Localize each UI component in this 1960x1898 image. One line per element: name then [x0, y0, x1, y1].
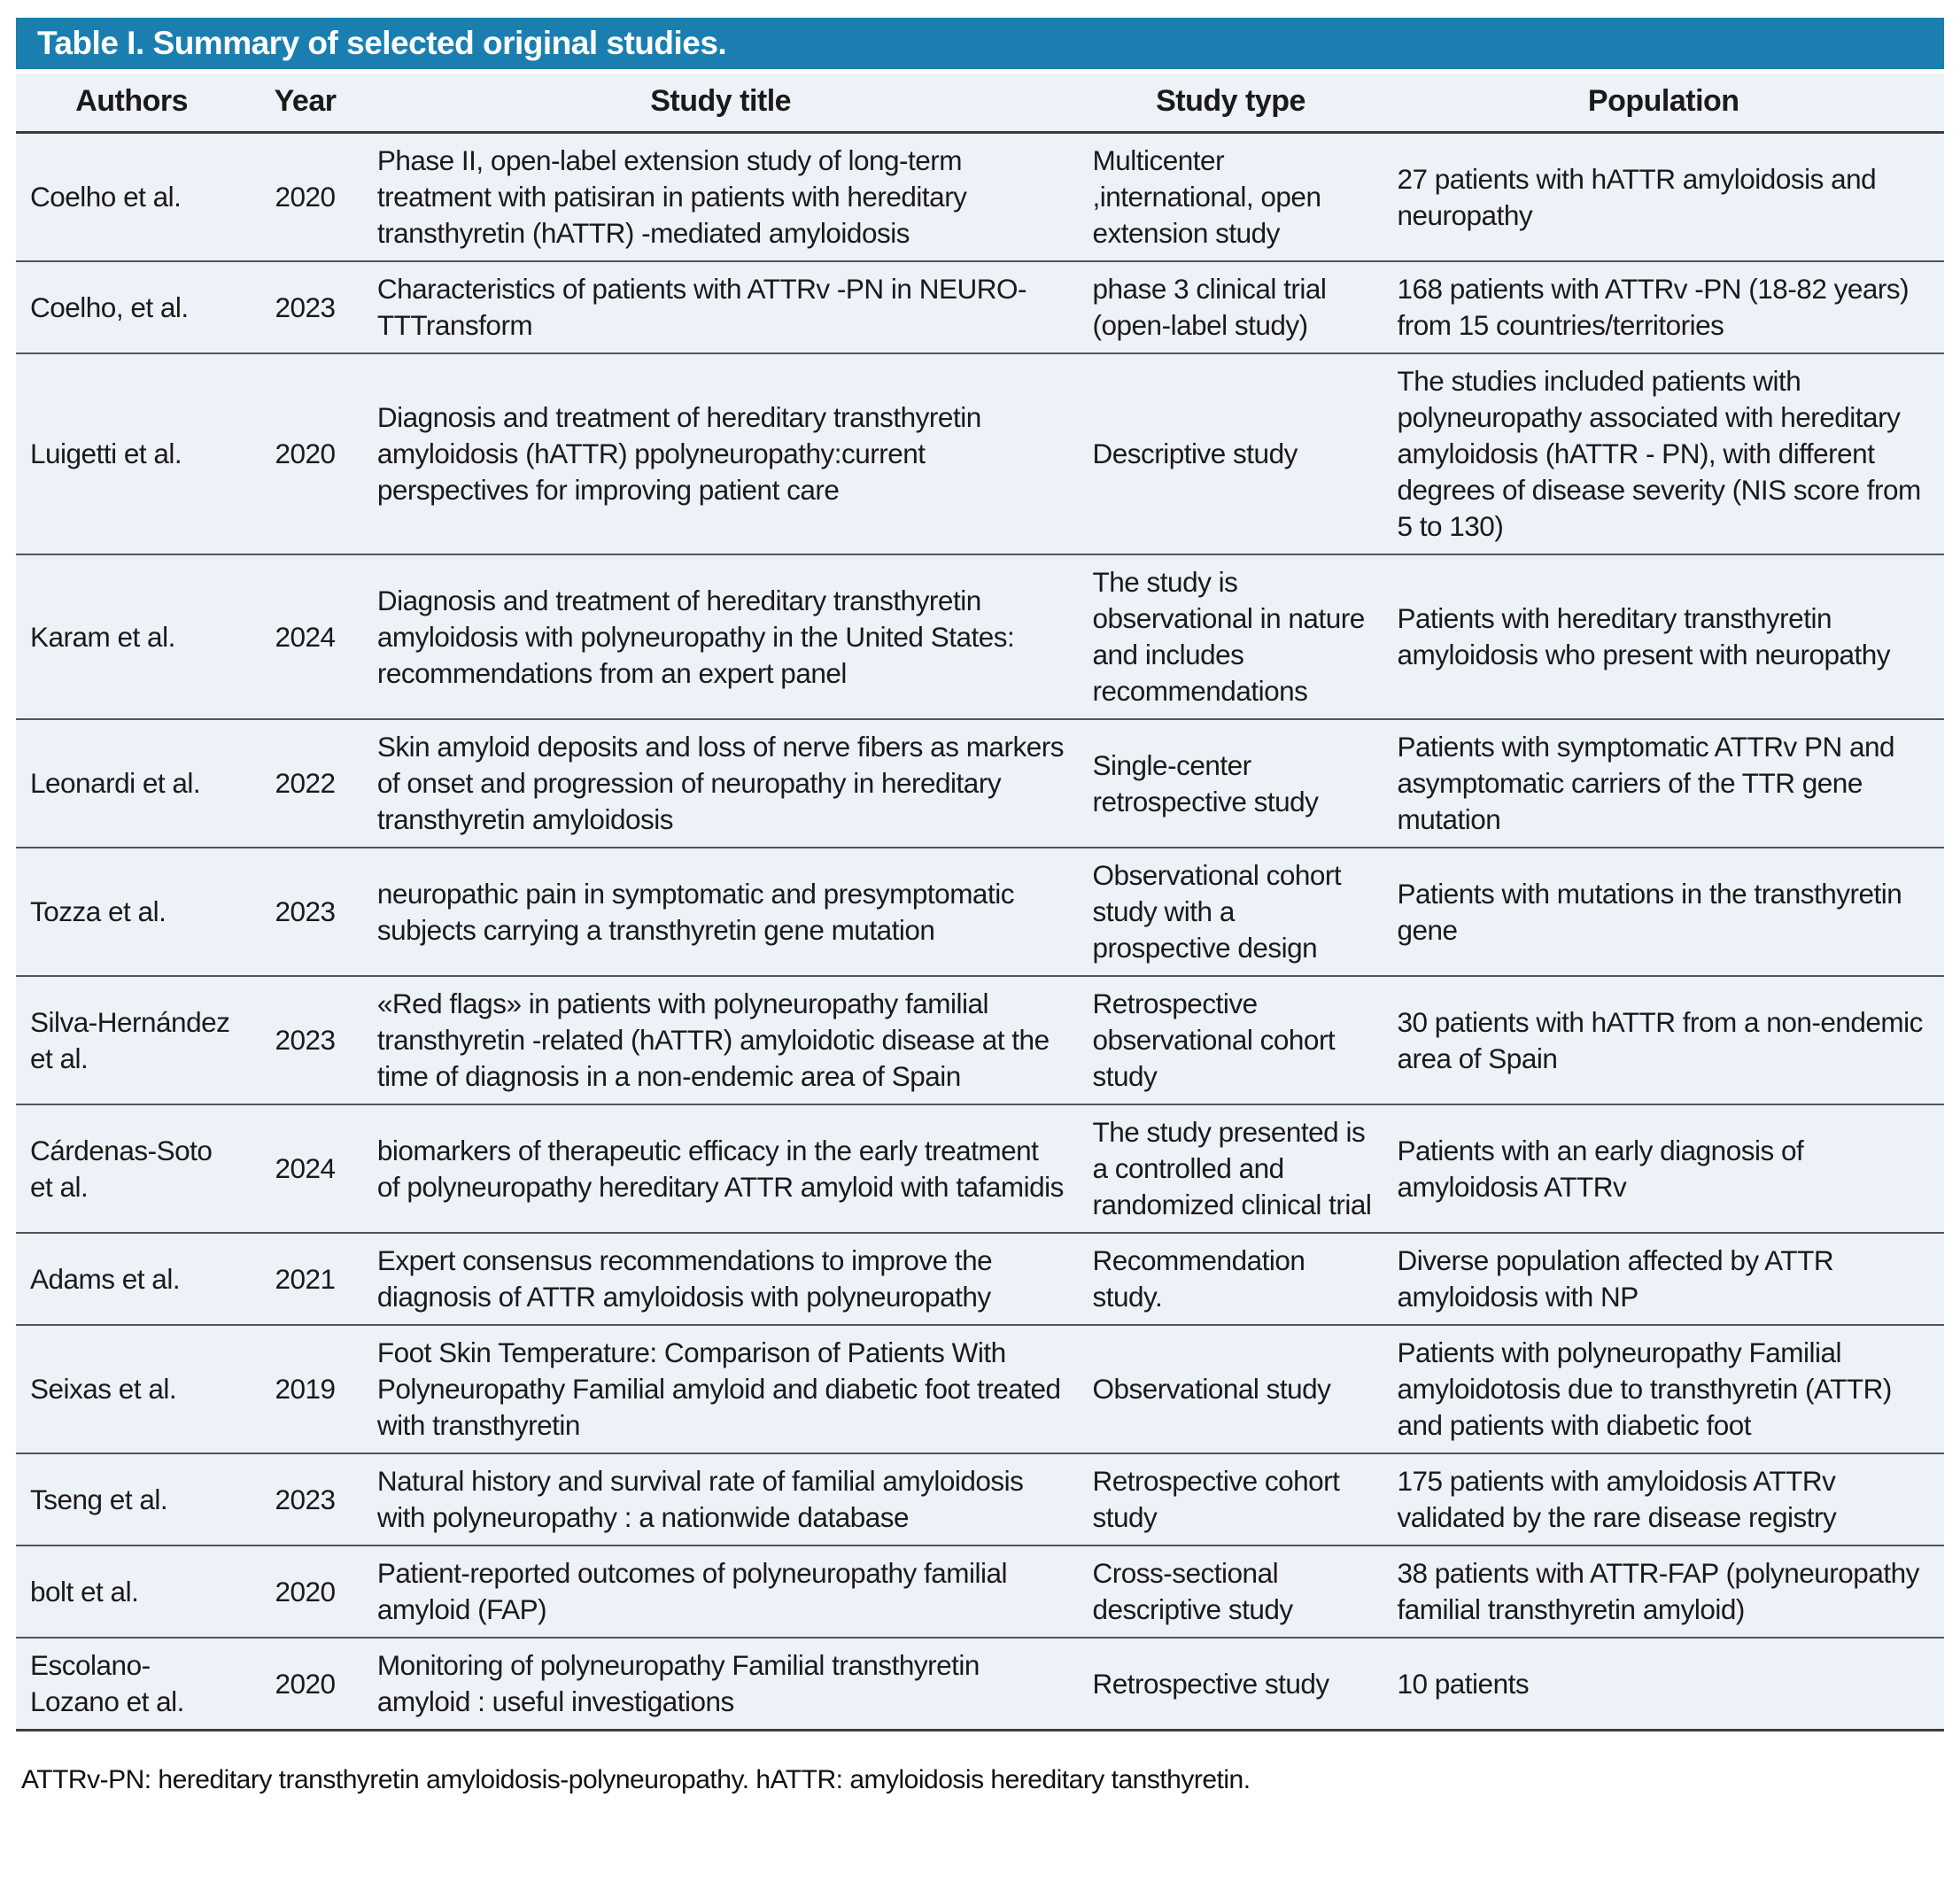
table-row	[16, 1546, 1944, 1638]
study-type-cell: Retrospective cohort study	[1079, 1453, 1383, 1546]
table-row	[16, 848, 1944, 976]
year-cell: 2023	[247, 1453, 363, 1546]
population-cell: Patients with mutations in the transthyretin gene	[1383, 848, 1944, 976]
table-title: Table I. Summary of selected original studies.	[37, 25, 727, 61]
year-cell: 2020	[247, 1546, 363, 1638]
population-cell: Diverse population affected by ATTR amyloidosis with NP	[1383, 1233, 1944, 1325]
table-row	[16, 554, 1944, 719]
year-cell: 2020	[247, 353, 363, 554]
author-cell: Seixas et al.	[16, 1325, 247, 1453]
table-title-bar	[16, 18, 1944, 69]
study-type-cell: Multicenter ,international, open extension study	[1079, 133, 1383, 262]
header-row	[16, 74, 1944, 133]
year-cell: 2020	[275, 1667, 336, 1700]
year-cell: 2023	[247, 848, 363, 976]
study-title-cell: biomarkers of therapeutic efficacy in the early treatment of polyneuropathy hereditary ATTR amyloid with tafamidis	[363, 1104, 1079, 1233]
author-cell: Escolano-Lozano et al.	[30, 1649, 184, 1717]
table-row	[16, 976, 1944, 1104]
author-cell: Tozza et al.	[16, 848, 247, 976]
column-header-population: Population	[1383, 74, 1944, 133]
author-cell: Coelho et al.	[16, 133, 247, 262]
author-cell: Tseng et al.	[16, 1453, 247, 1546]
year-cell: 2019	[247, 1325, 363, 1453]
table-row	[16, 1104, 1944, 1233]
study-type-cell: Retrospective observational cohort study	[1079, 976, 1383, 1104]
study-type-cell: Recommendation study.	[1079, 1233, 1383, 1325]
population-cell: 175 patients with amyloidosis ATTRv validated by the rare disease registry	[1383, 1453, 1944, 1546]
column-header-year: Year	[247, 74, 363, 133]
table-row	[16, 133, 1944, 262]
author-cell: Coelho, et al.	[16, 261, 247, 353]
author-cell: bolt et al.	[16, 1546, 247, 1638]
population-cell: 10 patients	[1397, 1667, 1530, 1700]
study-title-cell: Skin amyloid deposits and loss of nerve fibers as markers of onset and progression of neuropathy in hereditary transthyretin amyloidosis	[363, 719, 1079, 848]
table-row	[16, 261, 1944, 353]
table-row	[16, 1453, 1944, 1546]
population-cell: Patients with polyneuropathy Familial amyloidotosis due to transthyretin (ATTR) and patients with diabetic foot	[1383, 1325, 1944, 1453]
table-row	[16, 1325, 1944, 1453]
table-row	[16, 1638, 1944, 1731]
table-footnote: ATTRv-PN: hereditary transthyretin amyloidosis-polyneuropathy. hATTR: amyloidosis hereditary tansthyretin.	[21, 1765, 1251, 1794]
study-type-cell: Single-center retrospective study	[1079, 719, 1383, 848]
author-cell: Luigetti et al.	[16, 353, 247, 554]
population-cell: 30 patients with hATTR from a non-endemic area of Spain	[1383, 976, 1944, 1104]
study-type-cell: The study is observational in nature and includes recommendations	[1079, 554, 1383, 719]
population-cell: The studies included patients with polyneuropathy associated with hereditary amyloidosis (hATTR - PN), with different degrees of disease severity (NIS score from 5 to 130)	[1383, 353, 1944, 554]
population-cell: Patients with hereditary transthyretin amyloidosis who present with neuropathy	[1383, 554, 1944, 719]
population-cell: Patients with symptomatic ATTRv PN and asymptomatic carriers of the TTR gene mutation	[1383, 719, 1944, 848]
author-cell: Karam et al.	[16, 554, 247, 719]
study-type-cell: Cross-sectional descriptive study	[1079, 1546, 1383, 1638]
year-cell: 2023	[247, 261, 363, 353]
author-cell: Adams et al.	[16, 1233, 247, 1325]
table-row	[16, 719, 1944, 848]
study-title-cell: «Red flags» in patients with polyneuropathy familial transthyretin -related (hATTR) amyloidotic disease at the time of diagnosis in a non-endemic area of Spain	[363, 976, 1079, 1104]
year-cell: 2022	[247, 719, 363, 848]
author-cell: Silva-Hernández et al.	[16, 976, 247, 1104]
population-cell: 38 patients with ATTR-FAP (polyneuropathy familial transthyretin amyloid)	[1383, 1546, 1944, 1638]
population-cell: 27 patients with hATTR amyloidosis and neuropathy	[1383, 133, 1944, 262]
study-title-cell: Diagnosis and treatment of hereditary transthyretin amyloidosis (hATTR) ppolyneuropathy:current perspectives for improving patient care	[363, 353, 1079, 554]
year-cell: 2023	[247, 976, 363, 1104]
study-title-cell: Diagnosis and treatment of hereditary transthyretin amyloidosis with polyneuropathy in the United States: recommendations from an expert panel	[363, 554, 1079, 719]
column-header-authors: Authors	[16, 74, 247, 133]
population-cell: 168 patients with ATTRv -PN (18-82 years) from 15 countries/territories	[1383, 261, 1944, 353]
study-title-cell: Natural history and survival rate of familial amyloidosis with polyneuropathy : a nationwide database	[363, 1453, 1079, 1546]
study-title-cell: Expert consensus recommendations to improve the diagnosis of ATTR amyloidosis with polyneuropathy	[363, 1233, 1079, 1325]
study-type-cell: phase 3 clinical trial (open-label study)	[1079, 261, 1383, 353]
study-title-cell: Monitoring of polyneuropathy Familial transthyretin amyloid : useful investigations	[376, 1649, 980, 1717]
study-type-cell: Observational cohort study with a prospective design	[1079, 848, 1383, 976]
column-header-study-title: Study title	[363, 74, 1079, 133]
study-title-cell: Foot Skin Temperature: Comparison of Patients With Polyneuropathy Familial amyloid and diabetic foot treated with transthyretin	[363, 1325, 1079, 1453]
study-title-cell: Characteristics of patients with ATTRv -PN in NEURO- TTTransform	[363, 261, 1079, 353]
year-cell: 2024	[247, 1104, 363, 1233]
study-title-cell: Phase II, open-label extension study of long-term treatment with patisiran in patients with hereditary transthyretin (hATTR) -mediated amyloidosis	[363, 133, 1079, 262]
author-cell: Leonardi et al.	[16, 719, 247, 848]
table-row	[16, 353, 1944, 554]
study-title-cell: Patient-reported outcomes of polyneuropathy familial amyloid (FAP)	[363, 1546, 1079, 1638]
study-type-cell: The study presented is a controlled and randomized clinical trial	[1079, 1104, 1383, 1233]
year-cell: 2024	[247, 554, 363, 719]
year-cell: 2021	[247, 1233, 363, 1325]
column-header-study-type: Study type	[1079, 74, 1383, 133]
study-type-cell: Observational study	[1079, 1325, 1383, 1453]
studies-table	[16, 74, 1944, 1731]
table-row	[16, 1233, 1944, 1325]
population-cell: Patients with an early diagnosis of amyloidosis ATTRv	[1383, 1104, 1944, 1233]
author-cell: Cárdenas-Soto et al.	[16, 1104, 247, 1233]
study-title-cell: neuropathic pain in symptomatic and presymptomatic subjects carrying a transthyretin gene mutation	[363, 848, 1079, 976]
study-type-cell: Retrospective study	[1092, 1667, 1329, 1700]
study-type-cell: Descriptive study	[1079, 353, 1383, 554]
year-cell: 2020	[247, 133, 363, 262]
